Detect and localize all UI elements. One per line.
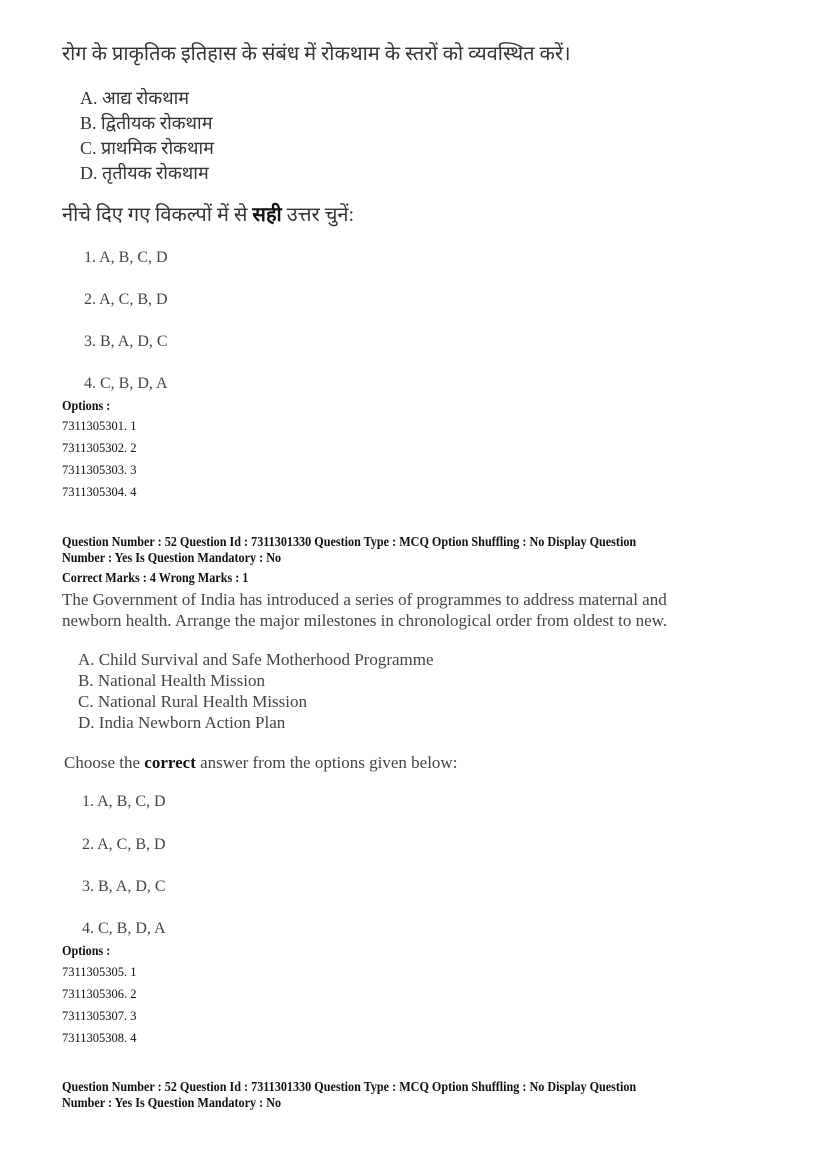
option-id: 7311305307. 3: [62, 1009, 137, 1023]
option-id: 7311305304. 4: [62, 485, 137, 499]
list-item: C. प्राथमिक रोकथाम: [80, 138, 214, 158]
answer-choice: 3. B, A, D, C: [82, 878, 166, 895]
instruction: [62, 205, 354, 225]
options-label: Options :: [62, 943, 111, 958]
list-item: A. आद्य रोकथाम: [80, 88, 190, 108]
instruction: [64, 754, 457, 771]
option-id: 7311305306. 2: [62, 987, 137, 1001]
question-meta: Number : Yes Is Question Mandatory : No: [62, 550, 282, 565]
marks: Correct Marks : 4 Wrong Marks : 1: [62, 570, 249, 585]
instruction-text: Choose the: [64, 753, 145, 772]
instruction-text: नीचे दिए गए विकल्पों में से: [62, 204, 253, 226]
answer-choice: 2. A, C, B, D: [82, 836, 166, 853]
list-item: D. India Newborn Action Plan: [78, 713, 286, 732]
list-item: B. द्वितीयक रोकथाम: [80, 113, 213, 133]
option-id: 7311305303. 3: [62, 463, 137, 477]
answer-choice: 3. B, A, D, C: [84, 333, 168, 350]
question-meta: Question Number : 52 Question Id : 7311301330 Question Type : MCQ Option Shuffling : No Display Question: [62, 534, 637, 549]
list-item: B. National Health Mission: [78, 671, 265, 690]
list-item: C. National Rural Health Mission: [78, 692, 308, 711]
list-item: D. तृतीयक रोकथाम: [80, 163, 209, 183]
question-meta: Question Number : 52 Question Id : 7311301330 Question Type : MCQ Option Shuffling : No Display Question: [62, 1079, 637, 1094]
instruction-text: उत्तर चुनें:: [281, 204, 355, 226]
option-id: 7311305305. 1: [62, 965, 137, 979]
question-text: रोग के प्राकृतिक इतिहास के संबंध में रोकथाम के स्तरों को व्यवस्थित करें।: [62, 43, 571, 65]
option-id: 7311305301. 1: [62, 419, 137, 433]
instruction-bold: सही: [252, 204, 282, 226]
answer-choice: 2. A, C, B, D: [84, 291, 168, 308]
question-meta: Number : Yes Is Question Mandatory : No: [62, 1095, 282, 1110]
answer-choice: 1. A, B, C, D: [84, 249, 168, 266]
answer-choice: 1. A, B, C, D: [82, 793, 166, 810]
instruction-text: answer from the options given below:: [195, 753, 458, 772]
answer-choice: 4. C, B, D, A: [82, 920, 166, 937]
option-id: 7311305308. 4: [62, 1031, 137, 1045]
list-item: A. Child Survival and Safe Motherhood Programme: [78, 650, 434, 669]
option-id: 7311305302. 2: [62, 441, 137, 455]
question-text: newborn health. Arrange the major milestones in chronological order from oldest to new.: [62, 611, 668, 630]
instruction-bold: correct: [144, 753, 196, 772]
answer-choice: 4. C, B, D, A: [84, 375, 168, 392]
options-label: Options :: [62, 398, 111, 413]
question-text: The Government of India has introduced a series of programmes to address maternal and: [62, 590, 667, 609]
